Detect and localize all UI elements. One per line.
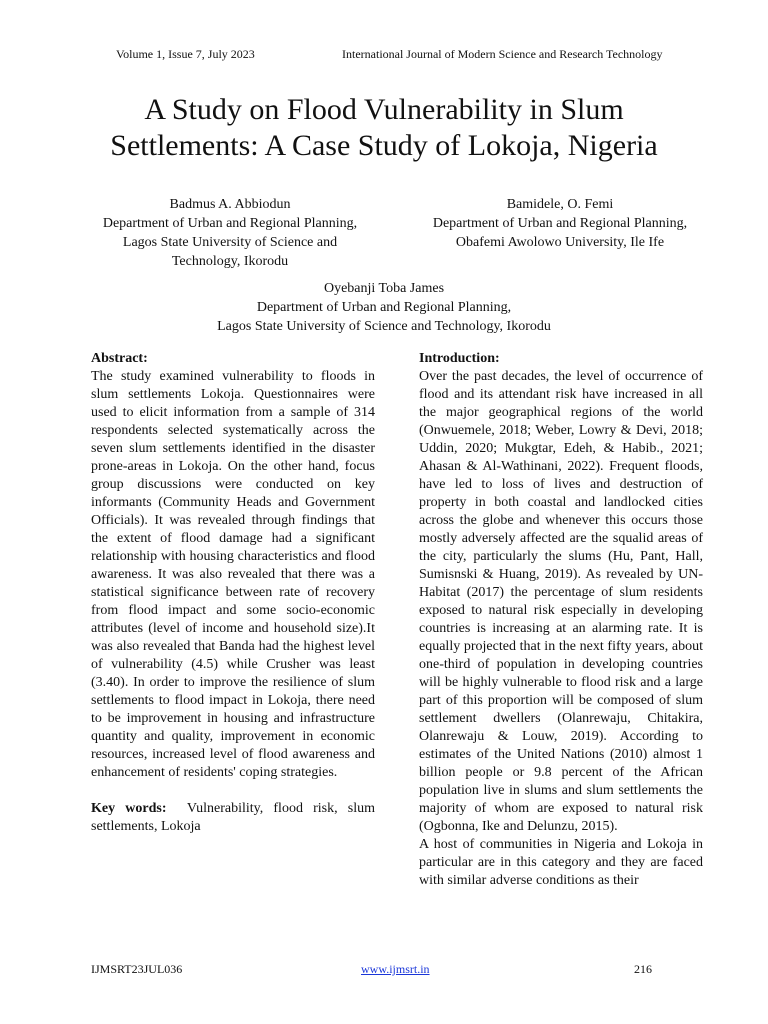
footer-page-number: 216 <box>634 962 652 976</box>
introduction-body-continued: A host of communities in Nigeria and Lokoja in particular are in this category and they are faced with similar adverse conditions as their <box>419 837 703 888</box>
footer-website-link[interactable]: www.ijmsrt.in <box>361 962 430 976</box>
author-block-1 <box>80 195 380 271</box>
keywords-label: Key words: <box>91 801 167 816</box>
header-journal: International Journal of Modern Science and Research Technology <box>342 47 663 61</box>
author-affiliation-line: Obafemi Awolowo University, Ile Ife <box>455 235 665 250</box>
author-name: Badmus A. Abbiodun <box>169 197 291 212</box>
footer-paper-code: IJMSRT23JUL036 <box>91 962 183 976</box>
author-affiliation-line: Department of Urban and Regional Planning, <box>256 300 512 315</box>
author-name: Bamidele, O. Femi <box>506 197 614 212</box>
author-affiliation-line: Lagos State University of Science and Technology, Ikorodu <box>217 319 551 334</box>
paper-title-line-1: A Study on Flood Vulnerability in Slum <box>144 93 624 126</box>
keywords <box>91 800 375 836</box>
keywords-text: Vulnerability, flood risk, slum settlements, Lokoja <box>91 801 375 834</box>
author-affiliation-line: Department of Urban and Regional Planning, <box>432 216 688 231</box>
introduction-heading: Introduction: <box>419 351 500 366</box>
paper-title-line-2: Settlements: A Case Study of Lokoja, Nigeria <box>110 129 658 162</box>
introduction-body: Over the past decades, the level of occurrence of flood and its attendant risk have increased in all the major geographical regions of the world (Onwuemele, 2018; Weber, Lowry & Devi, 2018; Uddin, 2020; Mukgtar, Edeh, & Habib., 2021; Ahasan & Al-Wathinani, 2022). Frequent floods, have led to loss of lives and destruction of property in both coastal and landlocked cities across the globe and whenever this occurs those mostly adversely affected are the squalid areas of the city, particularly the slums (Hu, Pant, Hall, Sumisnski & Huang, 2019). As revealed by UN-Habitat (2017) the percentage of slum residents exposed to natural risk especially in developing countries is increasing at an alarming rate. It is equally projected that in the next fifty years, about one-third of population in developing countries will be highly vulnerable to flood risk and a large part of this proportion will be composed of slum settlement dwellers (Olanrewaju, Chitakira, Olanrewaju & Louw, 2019). According to estimates of the United Nations (2010) almost 1 billion people or 9.8 percent of the African population live in slums and slum settlements the majority of whom are exposed to natural risk (Ogbonna, Ike and Delunzu, 2015). <box>419 369 703 834</box>
author-affiliation-line: Lagos State University of Science and <box>122 235 338 250</box>
author-affiliation-line: Technology, Ikorodu <box>171 254 289 269</box>
introduction-column <box>419 350 703 890</box>
author-name: Oyebanji Toba James <box>323 281 445 296</box>
abstract-column <box>91 350 375 836</box>
paper-title <box>60 92 708 164</box>
header-volume: Volume 1, Issue 7, July 2023 <box>116 47 255 61</box>
author-block-2 <box>410 195 710 252</box>
abstract-body: The study examined vulnerability to floods in slum settlements Lokoja. Questionnaires were used to elicit information from a sample of 314 respondents selected systematically across the seven slum settlements identified in the disaster prone-areas in Lokoja. On the other hand, focus group discussions were conducted on key informants (Community Heads and Government Officials). It was revealed through findings that the extent of flood damage had a significant relationship with housing characteristics and flood awareness. It was also revealed that there was a statistical significance between rate of recovery from flood impact and some socio-economic attributes (level of income and household size).It was also revealed that Banda had the highest level of vulnerability (4.5) while Crusher was least (3.40). In order to improve the resilience of slum settlements to flood impact in Lokoja, there need to be improvement in housing and infrastructure quantity and quality, improvement in economic resources, increased level of flood awareness and enhancement of residents' coping strategies. <box>91 369 375 780</box>
author-block-3 <box>160 279 608 336</box>
abstract-heading: Abstract: <box>91 351 148 366</box>
author-affiliation-line: Department of Urban and Regional Planning, <box>102 216 358 231</box>
